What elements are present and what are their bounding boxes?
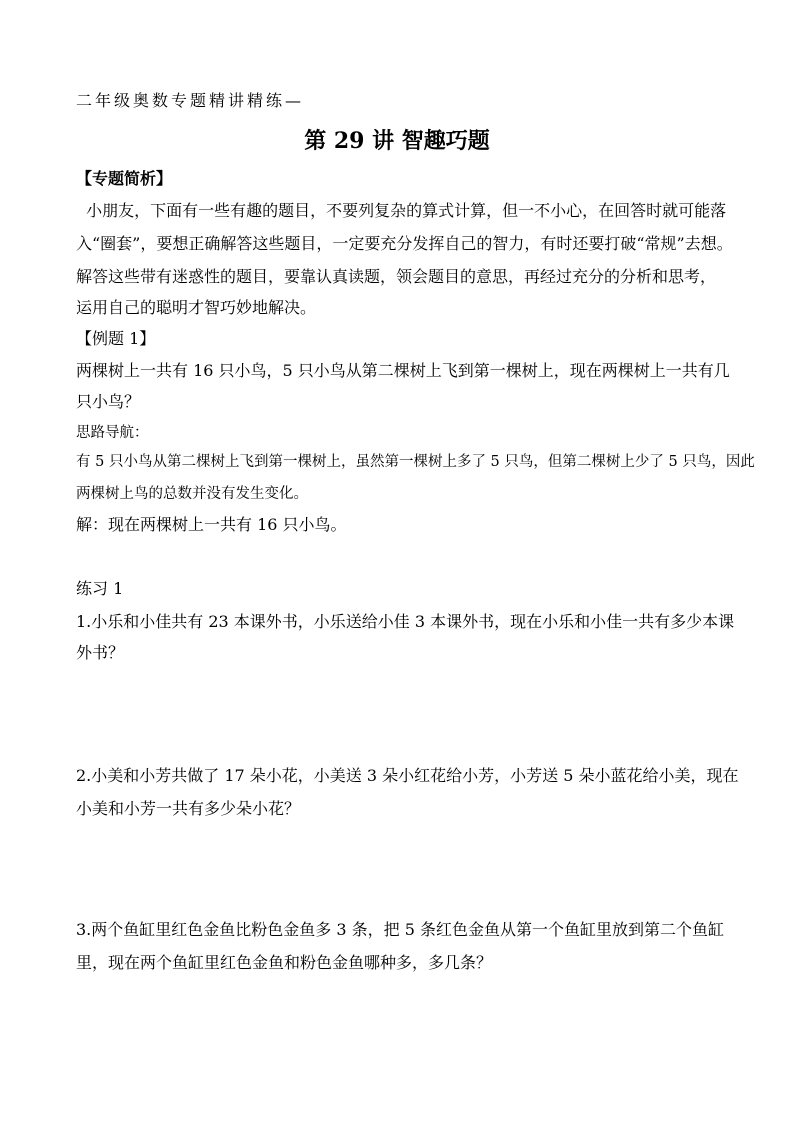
intro-line: 入“圈套”，要想正确解答这些题目，一定要充分发挥自己的智力，有时还要打破“常规”去想。 [76, 234, 733, 253]
page-title: 第 29 讲 智趣巧题 [304, 128, 490, 154]
guide-line: 有 5 只小鸟从第二棵树上飞到第一棵树上，虽然第一棵树上多了 5 只鸟，但第二棵树上少了 5 只鸟，因此 [76, 454, 755, 470]
practice-line: 外书？ [76, 643, 125, 662]
example-question-line: 只小鸟？ [76, 392, 141, 411]
example-question-line: 两棵树上一共有 16 只小鸟，5 只小鸟从第二棵树上飞到第一棵树上，现在两棵树上一共有几 [76, 361, 730, 380]
guide-line: 两棵树上鸟的总数并没有发生变化。 [76, 486, 308, 502]
practice-line: 里，现在两个鱼缸里红色金鱼和粉色金鱼哪种多，多几条？ [76, 953, 493, 972]
practice-line: 3.两个鱼缸里红色金鱼比粉色金鱼多 3 条，把 5 条红色金鱼从第一个鱼缸里放到第二个鱼缸 [76, 920, 724, 939]
series-title: 二年级奥数专题精讲精练— [76, 91, 305, 110]
intro-line: 运用自己的聪明才智巧妙地解决。 [76, 298, 317, 317]
practice-line: 小美和小芳一共有多少朵小花？ [76, 799, 301, 818]
practice-heading: 练习 1 [76, 579, 124, 598]
example-answer: 解：现在两棵树上一共有 16 只小鸟。 [76, 515, 347, 534]
intro-heading: 【专题简析】 [76, 169, 173, 188]
practice-line: 1.小乐和小佳共有 23 本课外书，小乐送给小佳 3 本课外书，现在小乐和小佳一共有多少本课 [76, 612, 735, 631]
guide-label: 思路导航： [76, 425, 149, 441]
intro-line: 解答这些带有迷惑性的题目，要靠认真读题，领会题目的意思，再经过充分的分析和思考， [76, 267, 717, 286]
practice-line: 2.小美和小芳共做了 17 朵小花，小美送 3 朵小红花给小芳，小芳送 5 朵小蓝花给小美，现在 [76, 766, 739, 785]
example-heading: 【例题 1】 [76, 329, 156, 348]
intro-line: 小朋友，下面有一些有趣的题目，不要列复杂的算式计算，但一不小心，在回答时就可能落 [76, 201, 727, 220]
